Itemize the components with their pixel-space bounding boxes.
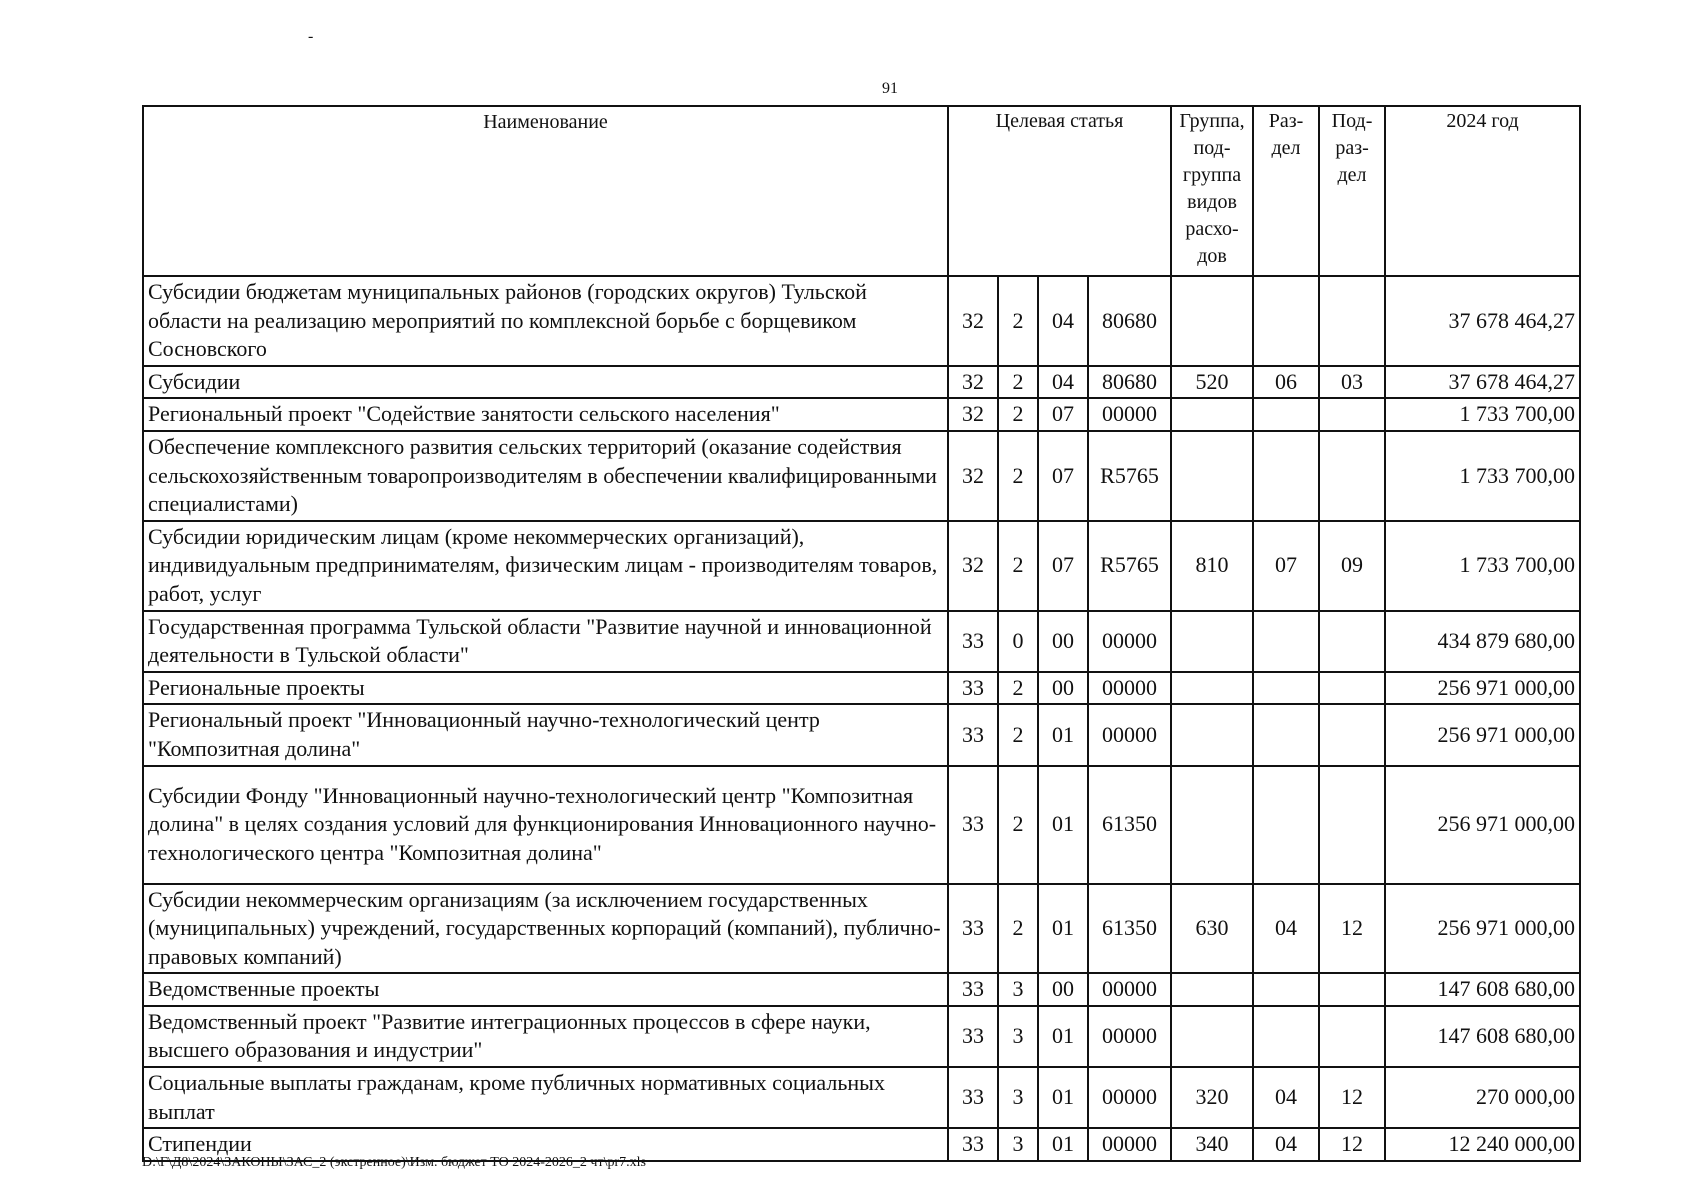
- row-name: Субсидии некоммерческим организациям (за исключением государственных (муниципальных) учреждений, государственных корпораций (компаний), публично-правовых компаний): [143, 884, 948, 974]
- row-name: Субсидии Фонду "Инновационный научно-технологический центр "Композитная долина" в целях создания условий для функционирования Инновационного научно-технологического центра "Композитная долина": [143, 766, 948, 884]
- target-part-2: 2: [998, 884, 1038, 974]
- subsection-code: 12: [1319, 1067, 1385, 1128]
- expense-group: [1171, 766, 1253, 884]
- row-name: Субсидии юридическим лицам (кроме некоммерческих организаций), индивидуальным предпринимателям, физическим лицам - производителям товаров, работ, услуг: [143, 521, 948, 611]
- target-part-4: 00000: [1088, 973, 1171, 1006]
- target-part-4: 80680: [1088, 366, 1171, 399]
- target-part-3: 01: [1038, 1006, 1088, 1067]
- expense-group: 340: [1171, 1128, 1253, 1161]
- section-code: [1253, 973, 1319, 1006]
- target-part-1: 33: [948, 884, 998, 974]
- target-part-4: 00000: [1088, 672, 1171, 705]
- target-part-3: 01: [1038, 884, 1088, 974]
- target-part-4: 80680: [1088, 276, 1171, 366]
- header-row: [143, 106, 1580, 276]
- table-row: [143, 1006, 1580, 1067]
- target-part-3: 04: [1038, 366, 1088, 399]
- row-name: Ведомственный проект "Развитие интеграционных процессов в сфере науки, высшего образования и индустрии": [143, 1006, 948, 1067]
- expense-group: [1171, 398, 1253, 431]
- target-part-1: 33: [948, 704, 998, 765]
- target-part-3: 01: [1038, 766, 1088, 884]
- target-part-1: 32: [948, 276, 998, 366]
- header-group: Группа, под-группа видов расхо-дов: [1171, 106, 1253, 276]
- table-row: [143, 704, 1580, 765]
- header-name: Наименование: [143, 106, 948, 276]
- amount-2024: 256 971 000,00: [1385, 766, 1580, 884]
- subsection-code: 12: [1319, 884, 1385, 974]
- target-part-3: 07: [1038, 521, 1088, 611]
- target-part-3: 04: [1038, 276, 1088, 366]
- table-row: [143, 766, 1580, 884]
- amount-2024: 256 971 000,00: [1385, 672, 1580, 705]
- target-part-3: 07: [1038, 398, 1088, 431]
- section-code: [1253, 1006, 1319, 1067]
- amount-2024: 37 678 464,27: [1385, 366, 1580, 399]
- target-part-3: 01: [1038, 1128, 1088, 1161]
- amount-2024: 1 733 700,00: [1385, 398, 1580, 431]
- amount-2024: 434 879 680,00: [1385, 611, 1580, 672]
- target-part-4: 61350: [1088, 884, 1171, 974]
- target-part-1: 33: [948, 611, 998, 672]
- target-part-4: 00000: [1088, 1128, 1171, 1161]
- amount-2024: 147 608 680,00: [1385, 973, 1580, 1006]
- amount-2024: 256 971 000,00: [1385, 704, 1580, 765]
- table-row: [143, 973, 1580, 1006]
- target-part-3: 07: [1038, 431, 1088, 521]
- target-part-1: 32: [948, 366, 998, 399]
- page-number: 91: [882, 80, 898, 97]
- header-subsection: Под-раз-дел: [1319, 106, 1385, 276]
- row-name: Региональный проект "Инновационный научно-технологический центр "Композитная долина": [143, 704, 948, 765]
- row-name: Стипендии: [143, 1128, 948, 1161]
- subsection-code: 12: [1319, 1128, 1385, 1161]
- target-part-4: 00000: [1088, 704, 1171, 765]
- target-part-1: 33: [948, 973, 998, 1006]
- target-part-2: 2: [998, 521, 1038, 611]
- subsection-code: [1319, 398, 1385, 431]
- target-part-2: 3: [998, 973, 1038, 1006]
- top-mark: -: [308, 28, 314, 45]
- subsection-code: [1319, 704, 1385, 765]
- target-part-2: 2: [998, 276, 1038, 366]
- expense-group: [1171, 276, 1253, 366]
- table-row: [143, 276, 1580, 366]
- expense-group: [1171, 611, 1253, 672]
- target-part-4: 61350: [1088, 766, 1171, 884]
- target-part-2: 2: [998, 672, 1038, 705]
- target-part-3: 00: [1038, 973, 1088, 1006]
- row-name: Субсидии бюджетам муниципальных районов (городских округов) Тульской области на реализацию мероприятий по комплексной борьбе с борщевиком Сосновского: [143, 276, 948, 366]
- subsection-code: [1319, 973, 1385, 1006]
- subsection-code: [1319, 766, 1385, 884]
- target-part-2: 0: [998, 611, 1038, 672]
- amount-2024: 270 000,00: [1385, 1067, 1580, 1128]
- expense-group: [1171, 1006, 1253, 1067]
- section-code: [1253, 766, 1319, 884]
- table-row: [143, 431, 1580, 521]
- subsection-code: [1319, 431, 1385, 521]
- row-name: Ведомственные проекты: [143, 973, 948, 1006]
- expense-group: [1171, 973, 1253, 1006]
- target-part-2: 2: [998, 366, 1038, 399]
- target-part-1: 33: [948, 1128, 998, 1161]
- target-part-4: R5765: [1088, 431, 1171, 521]
- section-code: [1253, 704, 1319, 765]
- header-target: Целевая статья: [948, 106, 1171, 276]
- row-name: Обеспечение комплексного развития сельских территорий (оказание содействия сельскохозяйственным товаропроизводителям в обеспечении квалифицированными специалистами): [143, 431, 948, 521]
- expense-group: [1171, 704, 1253, 765]
- expense-group: 320: [1171, 1067, 1253, 1128]
- section-code: 04: [1253, 1067, 1319, 1128]
- amount-2024: 256 971 000,00: [1385, 884, 1580, 974]
- amount-2024: 12 240 000,00: [1385, 1128, 1580, 1161]
- row-name: Социальные выплаты гражданам, кроме публичных нормативных социальных выплат: [143, 1067, 948, 1128]
- target-part-2: 2: [998, 398, 1038, 431]
- section-code: [1253, 611, 1319, 672]
- section-code: [1253, 398, 1319, 431]
- row-name: Субсидии: [143, 366, 948, 399]
- subsection-code: [1319, 611, 1385, 672]
- table-row: [143, 521, 1580, 611]
- amount-2024: 1 733 700,00: [1385, 521, 1580, 611]
- subsection-code: [1319, 276, 1385, 366]
- target-part-3: 00: [1038, 611, 1088, 672]
- target-part-4: 00000: [1088, 1006, 1171, 1067]
- table-row: [143, 672, 1580, 705]
- target-part-1: 32: [948, 521, 998, 611]
- table-row: [143, 366, 1580, 399]
- target-part-3: 01: [1038, 1067, 1088, 1128]
- subsection-code: 09: [1319, 521, 1385, 611]
- target-part-4: 00000: [1088, 611, 1171, 672]
- target-part-1: 33: [948, 672, 998, 705]
- amount-2024: 1 733 700,00: [1385, 431, 1580, 521]
- target-part-1: 32: [948, 398, 998, 431]
- table-row: [143, 398, 1580, 431]
- header-section: Раз-дел: [1253, 106, 1319, 276]
- target-part-2: 2: [998, 431, 1038, 521]
- row-name: Региональный проект "Содействие занятости сельского населения": [143, 398, 948, 431]
- amount-2024: 147 608 680,00: [1385, 1006, 1580, 1067]
- target-part-2: 3: [998, 1128, 1038, 1161]
- target-part-4: 00000: [1088, 1067, 1171, 1128]
- subsection-code: 03: [1319, 366, 1385, 399]
- section-code: [1253, 431, 1319, 521]
- target-part-2: 3: [998, 1067, 1038, 1128]
- table-row: [143, 884, 1580, 974]
- section-code: [1253, 672, 1319, 705]
- subsection-code: [1319, 672, 1385, 705]
- section-code: [1253, 276, 1319, 366]
- budget-table: [142, 105, 1581, 1162]
- footer-file-path: D:\Г\Д8\2024\ЗАКОНЫ\ЗАС_2 (экстренное)\Изм. бюджет ТО 2024-2026_2 чт\pr7.xls: [142, 1155, 646, 1170]
- target-part-4: R5765: [1088, 521, 1171, 611]
- row-name: Региональные проекты: [143, 672, 948, 705]
- section-code: 04: [1253, 884, 1319, 974]
- target-part-1: 33: [948, 1067, 998, 1128]
- target-part-4: 00000: [1088, 398, 1171, 431]
- row-name: Государственная программа Тульской области "Развитие научной и инновационной деятельности в Тульской области": [143, 611, 948, 672]
- expense-group: 630: [1171, 884, 1253, 974]
- target-part-2: 2: [998, 704, 1038, 765]
- expense-group: 810: [1171, 521, 1253, 611]
- target-part-3: 01: [1038, 704, 1088, 765]
- table-row: [143, 1067, 1580, 1128]
- target-part-2: 3: [998, 1006, 1038, 1067]
- target-part-1: 33: [948, 1006, 998, 1067]
- header-year: 2024 год: [1385, 106, 1580, 276]
- target-part-3: 00: [1038, 672, 1088, 705]
- expense-group: [1171, 431, 1253, 521]
- expense-group: [1171, 672, 1253, 705]
- section-code: 06: [1253, 366, 1319, 399]
- table-row: [143, 611, 1580, 672]
- target-part-2: 2: [998, 766, 1038, 884]
- amount-2024: 37 678 464,27: [1385, 276, 1580, 366]
- expense-group: 520: [1171, 366, 1253, 399]
- section-code: 07: [1253, 521, 1319, 611]
- target-part-1: 32: [948, 431, 998, 521]
- section-code: 04: [1253, 1128, 1319, 1161]
- subsection-code: [1319, 1006, 1385, 1067]
- target-part-1: 33: [948, 766, 998, 884]
